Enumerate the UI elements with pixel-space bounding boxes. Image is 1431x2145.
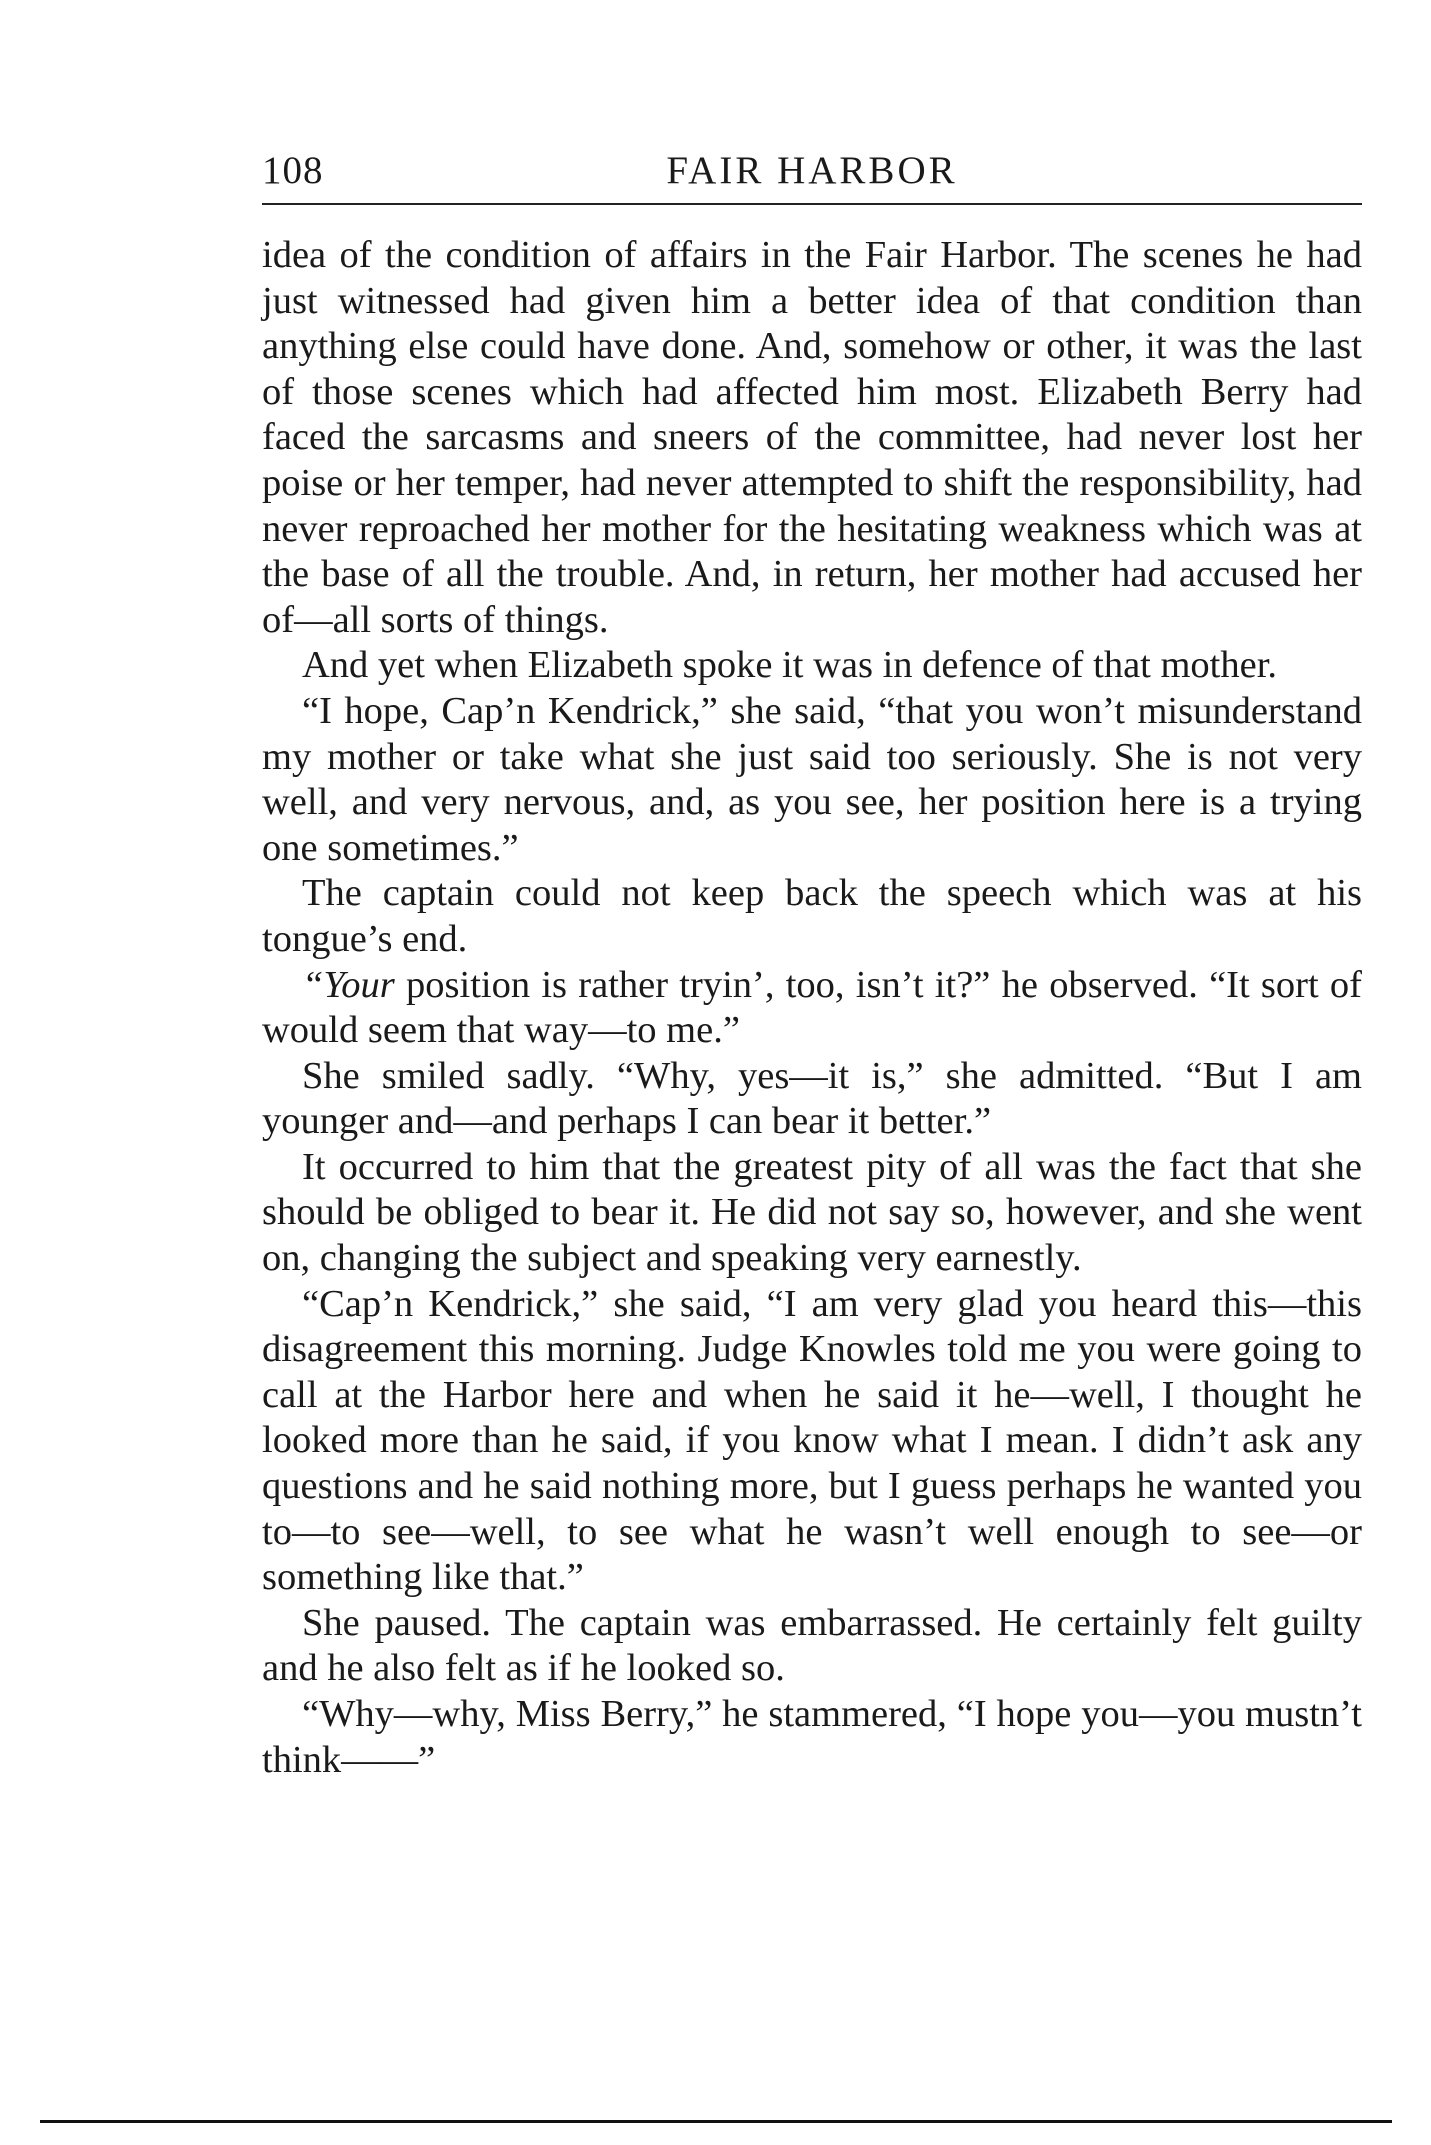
paragraph: The captain could not keep back the speech which was at his tongue’s end. [262,872,1362,960]
bottom-rule [40,2120,1392,2123]
page-header [262,140,1362,200]
paragraph: It occurred to him that the greatest pity of all was the fact that she should be obliged to bear it. He did not say so, however, and she went on, changing the subject and speaking very earnestly. [262,1145,1362,1280]
paragraph: She paused. The captain was embarrassed. He certainly felt guilty and he also felt as if he looked so. [262,1601,1362,1690]
paragraph: “Cap’n Kendrick,” she said, “I am very glad you heard this—this disagreement this morning. Judge Knowles told me you were going to call at the Harbor here and when he said it he—well, I thought he looked more than he said, if you know what I mean. I didn’t ask any questions and he said nothing more, but I guess perhaps he wanted you to—to see—well, to see what he wasn’t well enough to see—or something like that.” [262,1282,1362,1599]
paragraph: She smiled sadly. “Why, yes—it is,” she admitted. “But I am younger and—and perhaps I can bear it better.” [262,1054,1362,1143]
paragraph [262,963,1362,1054]
running-title: FAIR HARBOR [666,149,958,192]
paragraph: “I hope, Cap’n Kendrick,” she said, “that you won’t misunderstand my mother or take what she just said too seriously. She is not very well, and very nervous, and, as you see, her position here is a trying one sometimes.” [262,689,1362,869]
paragraph-text: position is rather tryin’, too, isn’t it?” he observed. “It sort of would seem that way—to me.” [262,963,1362,1052]
paragraph: idea of the condition of affairs in the Fair Harbor. The scenes he had just witnessed had given him a better idea of that condition than anything else could have done. And, somehow or other, it was the last of those scenes which had affected him most. Elizabeth Berry had faced the sarcasms and sneers of the committee, had never lost her poise or her temper, had never attempted to shift the responsibility, had never reproached her mother for the hesitating weakness which was at the base of all the trouble. And, in return, her mother had accused her of—all sorts of things. [262,234,1362,641]
paragraph: “Why—why, Miss Berry,” he stammered, “I hope you—you mustn’t think——” [262,1693,1362,1781]
header-rule [262,203,1362,205]
body-text [262,233,1362,1783]
paragraph: And yet when Elizabeth spoke it was in defence of that mother. [302,644,1278,687]
italic-emphasis: “Your [302,963,395,1006]
page-number: 108 [262,149,324,192]
